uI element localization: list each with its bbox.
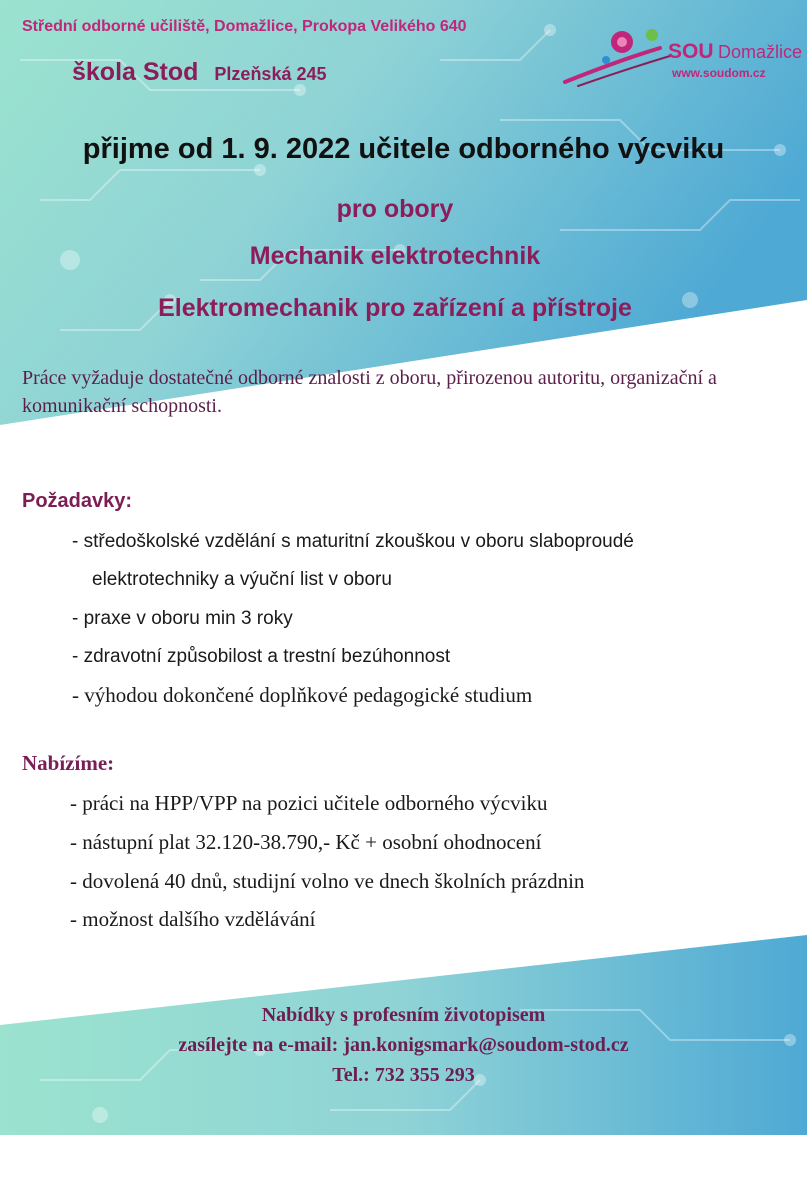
circuit-background-bottom bbox=[0, 930, 807, 1135]
headline: přijme od 1. 9. 2022 učitele odborného výcviku bbox=[82, 133, 725, 165]
field-item: Elektromechanik pro zařízení a přístroje bbox=[158, 294, 632, 322]
footer-line-email: zasílejte na e-mail: jan.konigsmark@soudom-stod.cz bbox=[178, 1034, 629, 1056]
requirement-item: - praxe v oboru min 3 roky bbox=[72, 608, 293, 629]
fields-intro: pro obory bbox=[336, 195, 454, 223]
logo-city: Domažlice bbox=[717, 42, 802, 62]
requirement-item: - středoškolské vzdělání s maturitní zkouškou v oboru slaboproudé bbox=[72, 531, 634, 552]
school-branch-name: škola Stod bbox=[72, 58, 199, 86]
requirement-item: elektrotechniky a výuční list v oboru bbox=[92, 569, 392, 590]
offer-item: - možnost dalšího vzdělávání bbox=[70, 907, 316, 931]
footer-line-cv: Nabídky s profesním životopisem bbox=[261, 1004, 546, 1026]
logo-url: www.soudom.cz bbox=[672, 66, 766, 80]
offer-item: - dovolená 40 dnů, studijní volno ve dnech školních prázdnin bbox=[70, 869, 585, 893]
offer-item: - práci na HPP/VPP na pozici učitele odborného výcviku bbox=[70, 791, 548, 815]
logo-brand: SOU bbox=[668, 40, 714, 63]
offer-item: - nástupní plat 32.120-38.790,- Kč + osobní ohodnocení bbox=[70, 830, 542, 854]
footer-line-phone: Tel.: 732 355 293 bbox=[332, 1064, 475, 1086]
school-branch bbox=[72, 58, 327, 87]
offer-title: Nabízíme: bbox=[22, 751, 115, 775]
requirement-item: - zdravotní způsobilost a trestní bezúhonnost bbox=[72, 646, 451, 667]
school-address: Střední odborné učiliště, Domažlice, Prokopa Velikého 640 bbox=[22, 18, 467, 35]
field-item: Mechanik elektrotechnik bbox=[249, 242, 541, 270]
requirement-item: - výhodou dokončené doplňkové pedagogické studium bbox=[72, 683, 533, 707]
requirements-title: Požadavky: bbox=[22, 490, 133, 512]
school-branch-street: Plzeňská 245 bbox=[214, 64, 327, 84]
logo-text bbox=[668, 40, 802, 64]
intro-paragraph: Práce vyžaduje dostatečné odborné znalosti z oboru, přirozenou autoritu, organizační a komunikační schopnosti. bbox=[22, 367, 717, 417]
